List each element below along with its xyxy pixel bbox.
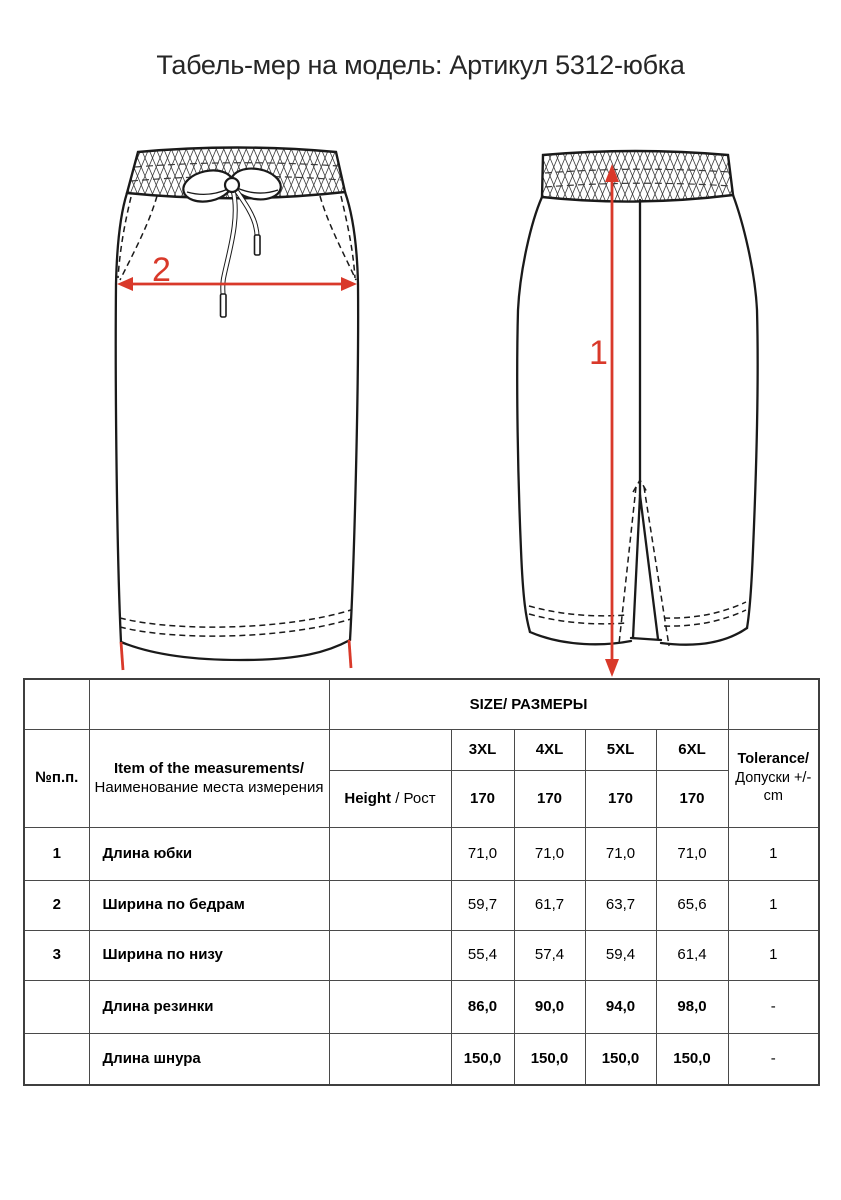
- empty-cell: [329, 980, 451, 1033]
- value-cell: 150,0: [656, 1033, 728, 1085]
- value-cell: 57,4: [514, 930, 585, 980]
- value-cell: 86,0: [451, 980, 514, 1033]
- value-cell: 150,0: [585, 1033, 656, 1085]
- tolerance-en: Tolerance/: [737, 750, 809, 767]
- length-measure-arrow: [589, 164, 619, 677]
- table-header-row: [24, 729, 819, 770]
- value-cell: 63,7: [585, 880, 656, 930]
- row-label-cell: Длина шнура: [89, 1033, 329, 1085]
- value-cell: 90,0: [514, 980, 585, 1033]
- value-cell: 71,0: [451, 827, 514, 880]
- tolerance-cell: 1: [728, 827, 819, 880]
- row-num-cell: 3: [24, 930, 89, 980]
- cord-aglet: [221, 294, 227, 317]
- row-num-cell: 2: [24, 880, 89, 930]
- bow-knot: [225, 178, 239, 192]
- height-value-cell: 170: [656, 770, 728, 827]
- size-cell-4xl: 4XL: [514, 729, 585, 770]
- table-row: [24, 1033, 819, 1085]
- table-header-row: [24, 679, 819, 729]
- row-num-cell: [24, 1033, 89, 1085]
- value-cell: 71,0: [656, 827, 728, 880]
- hem: [120, 610, 351, 660]
- empty-cell: [329, 880, 451, 930]
- table-row: [24, 880, 819, 930]
- width-measure-arrow: [117, 251, 357, 291]
- empty-cell: [329, 729, 451, 770]
- value-cell: 65,6: [656, 880, 728, 930]
- value-cell: 150,0: [451, 1033, 514, 1085]
- table-row: [24, 930, 819, 980]
- tolerance-header-cell: [728, 729, 819, 827]
- size-cell-3xl: 3XL: [451, 729, 514, 770]
- value-cell: 98,0: [656, 980, 728, 1033]
- empty-cell: [728, 679, 819, 729]
- value-cell: 59,7: [451, 880, 514, 930]
- value-cell: 59,4: [585, 930, 656, 980]
- measure-label-1: 1: [589, 334, 608, 372]
- back-view-drawing: [505, 140, 780, 678]
- tolerance-unit: cm: [763, 788, 783, 805]
- size-cell-5xl: 5XL: [585, 729, 656, 770]
- row-label-cell: Длина резинки: [89, 980, 329, 1033]
- size-table: [23, 678, 820, 1086]
- row-label-cell: Длина юбки: [89, 827, 329, 880]
- elastic-waistband: [542, 151, 733, 202]
- front-view-drawing: [100, 140, 375, 678]
- height-value-cell: 170: [514, 770, 585, 827]
- item-header-ru: Наименование места измерения: [94, 779, 324, 796]
- item-header-en: Item of the measurements/: [113, 759, 305, 777]
- size-header-cell: SIZE/ РАЗМЕРЫ: [329, 679, 728, 729]
- value-cell: 61,4: [656, 930, 728, 980]
- height-header-cell: Height / Рост: [329, 770, 451, 827]
- empty-cell: [329, 1033, 451, 1085]
- value-cell: 150,0: [514, 1033, 585, 1085]
- cord-aglet: [255, 235, 261, 255]
- row-label-cell: Ширина по бедрам: [89, 880, 329, 930]
- tolerance-cell: -: [728, 980, 819, 1033]
- measure-label-2: 2: [152, 251, 171, 289]
- num-header-cell: №п.п.: [24, 729, 89, 827]
- value-cell: 55,4: [451, 930, 514, 980]
- tolerance-ru: Допуски +/-: [735, 769, 812, 786]
- value-cell: 71,0: [514, 827, 585, 880]
- tolerance-cell: 1: [728, 930, 819, 980]
- height-value-cell: 170: [451, 770, 514, 827]
- height-value-cell: 170: [585, 770, 656, 827]
- table-row: [24, 827, 819, 880]
- back-slit: [619, 480, 669, 646]
- row-num-cell: 1: [24, 827, 89, 880]
- tolerance-cell: 1: [728, 880, 819, 930]
- empty-cell: [329, 930, 451, 980]
- table-row: [24, 980, 819, 1033]
- row-label-cell: Ширина по низу: [89, 930, 329, 980]
- size-cell-6xl: 6XL: [656, 729, 728, 770]
- hem-measurement-ticks: [121, 640, 351, 670]
- item-header-cell: [89, 729, 329, 827]
- empty-cell: [89, 679, 329, 729]
- empty-cell: [24, 679, 89, 729]
- value-cell: 94,0: [585, 980, 656, 1033]
- value-cell: 71,0: [585, 827, 656, 880]
- tolerance-cell: -: [728, 1033, 819, 1085]
- page-title: Табель-мер на модель: Артикул 5312-юбка: [156, 50, 685, 80]
- row-num-cell: [24, 980, 89, 1033]
- value-cell: 61,7: [514, 880, 585, 930]
- drawstring-bow: [180, 165, 283, 317]
- empty-cell: [329, 827, 451, 880]
